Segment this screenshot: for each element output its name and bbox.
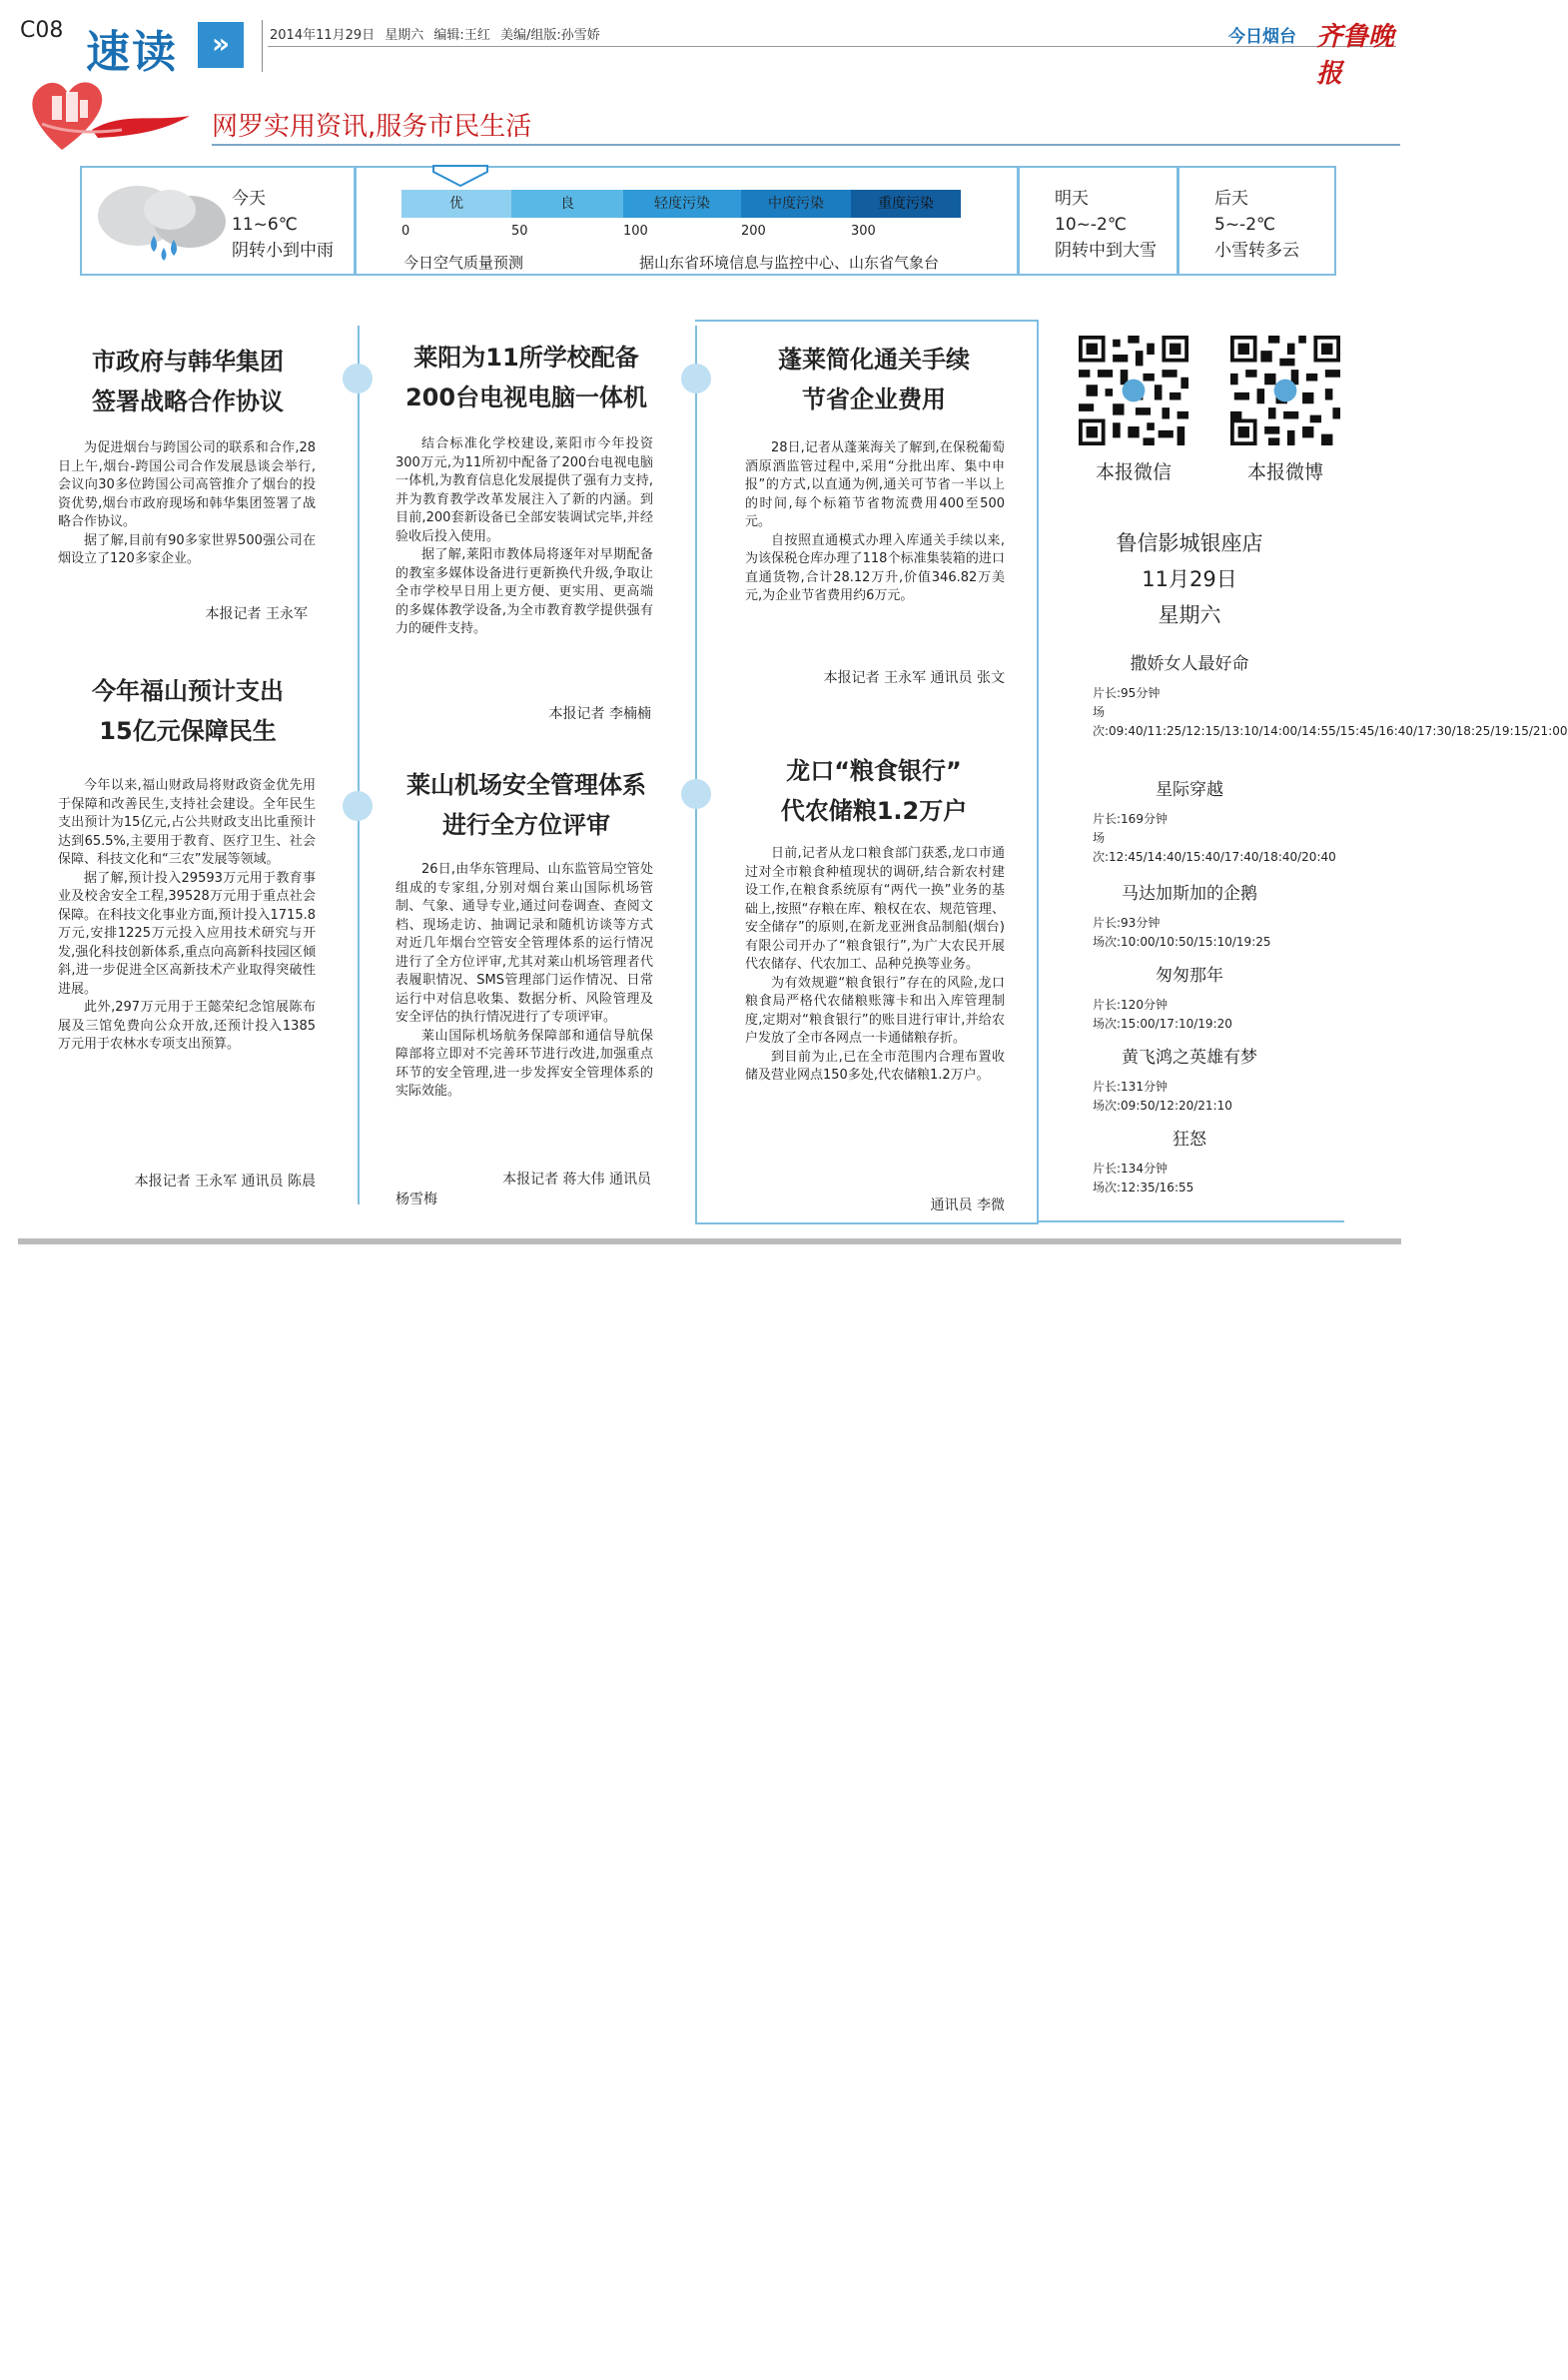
after-tomorrow-weather [1214,186,1299,264]
article-title: 签署战略合作协议 [92,388,284,415]
paragraph: 26日,由华东管理局、山东监管局空管处组成的专家组,分别对烟台莱山国际机场管制、气象、通导专业,通过问卷调查、查阅文档、现场走访、抽调记录和随机访谈等方式对近几年烟台空管安全管理体系的运行情况进行了全方位评审,尤其对莱山机场管理者代表履职情况、SMS管理部门运作情况、日常运行中对信息收集、数据分析、风险管理及安全评估的执行情况进行了专项评审。 [395,862,653,1025]
issue-info: 2014年11月29日 星期六 编辑:王红 美编/组版:孙雪娇 [270,28,600,43]
header-divider [262,20,263,72]
cinema-name: 鲁信影城银座店 [1116,531,1263,555]
movie-item [1045,879,1334,952]
paragraph: 结合标准化学校建设,莱阳市今年投资300万元,为11所初中配备了200台电视电脑一体机,为教育信息化发展提供了强有力支持,并为教育教学改革发展注入了新的内涵。到目前,200套新设备已全部安装调试完毕,并经验收后投入使用。 [395,436,653,544]
article-title: 龙口“粮食银行” [786,757,962,785]
article-longkou [739,751,1009,831]
byline: 本报记者 王永军 [205,606,308,622]
paragraph: 莱山国际机场航务保障部和通信导航保障部将立即对不完善环节进行改进,加强重点环节的安全管理,进一步发挥安全管理体系的实际效能。 [395,1028,653,1099]
weibo-qr-code-icon[interactable] [1230,336,1340,445]
byline: 本报记者 王永军 通讯员 陈晨 [134,1174,316,1190]
movie-item [1045,1043,1334,1116]
movie-item [1045,775,1334,867]
movie-title: 狂怒 [1173,1130,1206,1150]
tomorrow-weather [1055,186,1157,264]
movie-title: 撒娇女人最好命 [1130,654,1249,674]
aqi-level-medium: 中度污染 [741,190,851,218]
paragraph: 为有效规避“粮食银行”存在的风险,龙口粮食局严格代农储粮账簿卡和出入库管理制度,定期对“粮食银行”的账目进行审计,并给农户发放了全市各网点一卡通储粮存折。 [745,975,1005,1046]
today-weather [232,186,334,264]
movie-title: 星际穿越 [1156,780,1223,800]
wechat-qr-code-icon[interactable] [1079,336,1188,445]
movie-item [1045,1125,1334,1197]
movie-length: 片长:93分钟 [1093,916,1161,930]
aqi-level-good: 优 [401,190,511,218]
movie-item [1045,649,1568,741]
movie-length: 片长:131分钟 [1093,1080,1168,1094]
cinema-weekday: 星期六 [1158,603,1221,627]
aqi-tick: 0 [401,224,410,239]
aqi-tick: 100 [623,224,648,239]
aqi-tick: 50 [511,224,528,239]
movie-times: 场次:09:40/11:25/12:15/13:10/14:00/14:55/15:45/16:40/17:30/18:25/19:15/21:00 [1093,705,1568,738]
article-body [58,439,316,569]
today-label: 今天 [232,189,266,209]
movie-length: 片长:134分钟 [1093,1162,1168,1176]
after-label: 后天 [1214,189,1248,209]
article-title: 代农储粮1.2万户 [780,797,968,825]
heart-logo-icon [22,72,192,154]
cinema-header [1045,525,1334,633]
newspaper-brand-logo: 齐鲁晚报 [1316,22,1395,89]
section-arrow-icon: » [198,22,244,68]
movie-title: 匆匆那年 [1156,966,1223,986]
paragraph: 据了解,目前有90多家世界500强公司在烟设立了120多家企业。 [58,532,316,566]
article-title: 进行全方位评审 [442,811,610,839]
movie-times: 场次:12:35/16:55 [1093,1181,1194,1194]
paragraph: 到目前为止,已在全市范围内合理布置收储及营业网点150多处,代农储粮1.2万户。 [745,1049,1005,1083]
movie-times: 场次:12:45/14:40/15:40/17:40/18:40/20:40 [1093,831,1336,864]
byline: 本报记者 王永军 通讯员 张文 [823,670,1005,686]
page-number: C08 [20,18,64,43]
column-divider [1037,320,1039,1224]
aqi-level-heavy: 重度污染 [851,190,961,218]
aqi-forecast-label: 今日空气质量预测 [403,254,524,272]
movie-item [1045,961,1334,1034]
paragraph: 为促进烟台与跨国公司的联系和合作,28日上午,烟台-跨国公司合作发展恳谈会举行,会议向30多位跨国公司高管推介了烟台的投资优势,烟台市政府现场和韩华集团签署了战略合作协议。 [58,440,316,529]
paragraph: 28日,记者从蓬莱海关了解到,在保税葡萄酒原酒监管过程中,采用“分批出库、集中申报”的方式,以直通为例,通关可节省一半以上的时间,每个标箱节省物流费用400至500元。 [745,440,1005,529]
section-title: 速读 [86,27,178,78]
aqi-level-light: 轻度污染 [623,190,741,218]
paragraph: 日前,记者从龙口粮食部门获悉,龙口市通过对全市粮食种植现状的调研,结合新农村建设工作,在粮食系统原有“两代一换”业务的基础上,按照“存粮在库、粮权在农、规范管理、安全储存”的原则,在新龙亚洲食品制船(烟台)有限公司开办了“粮食银行”,为广大农民开展代农储存、代农加工、品种兑换等业务。 [745,846,1005,972]
byline-continued: 杨雪梅 [395,1191,437,1207]
aqi-tick: 200 [741,224,766,239]
article-body [745,845,1005,1086]
slogan-rule [212,144,1400,146]
today-yantai-label: 今日烟台 [1228,27,1296,47]
article-hanwha [58,342,318,421]
article-title: 15亿元保障民生 [99,717,277,745]
today-temp: 11~6℃ [232,215,298,235]
tomorrow-label: 明天 [1055,189,1089,209]
weather-divider [1017,166,1020,276]
byline: 通讯员 李微 [930,1197,1005,1213]
aqi-source: 据山东省环境信息与监控中心、山东省气象台 [639,254,940,272]
article-title: 市政府与韩华集团 [92,348,284,376]
byline: 本报记者 蒋大伟 通讯员 [502,1172,651,1188]
weather-divider [1176,166,1179,276]
article-body [395,435,653,639]
movie-length: 片长:169分钟 [1093,812,1168,826]
column-divider [358,326,360,1204]
after-temp: 5~-2℃ [1214,215,1276,235]
movie-times: 场次:15:00/17:10/19:20 [1093,1017,1232,1031]
movie-title: 马达加斯加的企鹅 [1122,884,1257,904]
page-bottom-rule [18,1238,1401,1244]
tomorrow-temp: 10~-2℃ [1055,215,1127,235]
article-laishan-airport [392,765,661,845]
aqi-level-moderate: 良 [511,190,623,218]
article-title: 莱阳为11所学校配备 [413,344,639,372]
section-slogan: 网罗实用资讯,服务市民生活 [212,112,532,142]
aqi-pointer-icon [431,166,489,188]
article-title: 节省企业费用 [802,386,946,413]
weather-divider [354,166,357,276]
article-laiyang [392,338,661,417]
article-body [58,777,316,1055]
article-penglai [739,340,1009,419]
movie-times: 场次:10:00/10:50/15:10/19:25 [1093,935,1271,949]
today-desc: 阴转小到中雨 [232,241,334,261]
aqi-tick: 300 [851,224,876,239]
weibo-caption: 本报微博 [1246,461,1323,483]
article-body [395,861,653,1102]
paragraph: 据了解,预计投入29593万元用于教育事业及校舍安全工程,39528万元用于重点社会保障。在科技文化事业方面,预计投入1715.8万元,安排1225万元投入应用技术研究与开发,强化科技创新体系,重点向高新科技园区倾斜,进一步促进全区高新技术产业取得突破性进展。 [58,870,316,997]
paragraph: 此外,297万元用于王懿荣纪念馆展陈布展及三馆免费向公众开放,还预计投入1385万元用于农林水专项支出预算。 [58,1000,316,1052]
column-bottom-rule [1039,1220,1344,1222]
rain-cloud-icon [90,176,230,266]
movie-title: 黄飞鸿之英雄有梦 [1122,1048,1257,1068]
wechat-caption: 本报微信 [1095,461,1172,483]
article-title: 莱山机场安全管理体系 [406,771,646,799]
movie-length: 片长:120分钟 [1093,998,1168,1012]
paragraph: 今年以来,福山财政局将财政资金优先用于保障和改善民生,支持社会建设。全年民生支出预计为15亿元,占公共财政支出比重预计达到65.5%,主要用于教育、医疗卫生、社会保障、科技文化和“三农”发展等领域。 [58,778,316,867]
after-desc: 小雪转多云 [1214,241,1299,261]
movie-length: 片长:95分钟 [1093,686,1161,700]
tomorrow-desc: 阴转中到大雪 [1055,241,1157,261]
paragraph: 据了解,莱阳市教体局将逐年对早期配备的教室多媒体设备进行更新换代升级,争取让全市学校早日用上更方便、更实用、更高端的多媒体教学设备,为全市教育教学提供强有力的硬件支持。 [395,547,653,636]
article-title: 今年福山预计支出 [92,677,284,705]
paragraph: 自按照直通模式办理入库通关手续以来,为该保税仓库办理了118个标准集装箱的进口直通货物,合计28.12万升,价值346.82万美元,为企业节省费用约6万元。 [745,532,1005,603]
header-rule [268,46,1396,47]
article-title: 200台电视电脑一体机 [404,384,648,411]
article-body [745,439,1005,606]
article-fushan [58,671,318,751]
movie-times: 场次:09:50/12:20/21:10 [1093,1099,1232,1113]
column-dot-icon [343,791,373,821]
column-dot-icon [343,364,373,394]
article-title: 蓬莱简化通关手续 [778,346,970,374]
cinema-date: 11月29日 [1142,567,1237,591]
byline: 本报记者 李楠楠 [548,706,651,722]
